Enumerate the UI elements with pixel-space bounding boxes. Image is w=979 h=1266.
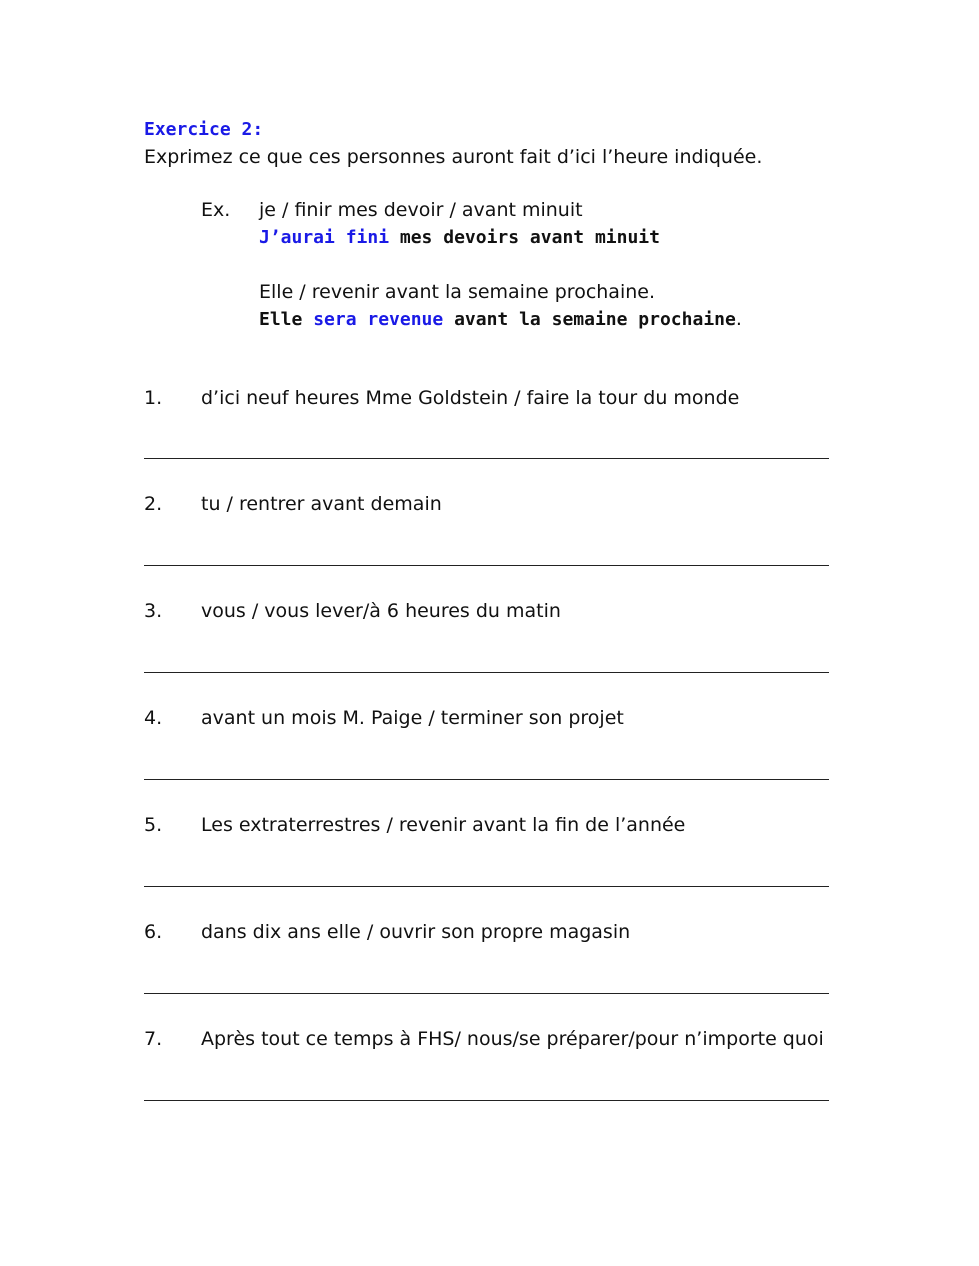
list-item [144, 493, 844, 573]
item-prompt: Après tout ce temps à FHS/ nous/se préparer/pour n’importe quoi [201, 1028, 824, 1050]
list-item [144, 814, 844, 894]
item-number: 2. [144, 493, 163, 515]
list-item [144, 707, 844, 787]
example-1-answer-rest: mes devoirs avant minuit [389, 227, 660, 248]
answer-line[interactable] [144, 886, 829, 887]
answer-line[interactable] [144, 779, 829, 780]
example-2-answer-rest: avant la semaine prochaine [443, 309, 736, 330]
item-prompt: Les extraterrestres / revenir avant la fin de l’année [201, 814, 686, 836]
example-2-answer-end: . [735, 308, 742, 330]
example-2-answer [259, 308, 742, 330]
item-prompt: d’ici neuf heures Mme Goldstein / faire la tour du monde [201, 387, 740, 409]
answer-line[interactable] [144, 458, 829, 459]
answer-line[interactable] [144, 1100, 829, 1101]
item-number: 6. [144, 921, 163, 943]
list-item [144, 921, 844, 1001]
item-prompt: tu / rentrer avant demain [201, 493, 442, 515]
item-prompt: dans dix ans elle / ouvrir son propre magasin [201, 921, 631, 943]
item-number: 5. [144, 814, 163, 836]
list-item [144, 600, 844, 680]
exercise-title: Exercice 2: [144, 119, 264, 140]
item-number: 7. [144, 1028, 163, 1050]
item-number: 3. [144, 600, 163, 622]
example-2-answer-verb: sera revenue [313, 309, 444, 330]
list-item [144, 387, 844, 467]
example-2-answer-start: Elle [259, 309, 314, 330]
example-1-answer-verb: J’aurai fini [259, 227, 390, 248]
item-prompt: vous / vous lever/à 6 heures du matin [201, 600, 561, 622]
example-2-prompt: Elle / revenir avant la semaine prochaine. [259, 281, 655, 303]
item-number: 1. [144, 387, 163, 409]
example-1-answer [259, 227, 660, 248]
answer-line[interactable] [144, 565, 829, 566]
answer-line[interactable] [144, 993, 829, 994]
answer-line[interactable] [144, 672, 829, 673]
item-number: 4. [144, 707, 163, 729]
exercise-instruction: Exprimez ce que ces personnes auront fait d’ici l’heure indiquée. [144, 146, 763, 168]
list-item [144, 1028, 844, 1108]
example-1-prompt: je / finir mes devoir / avant minuit [259, 199, 583, 221]
example-label: Ex. [201, 199, 231, 221]
item-prompt: avant un mois M. Paige / terminer son projet [201, 707, 624, 729]
